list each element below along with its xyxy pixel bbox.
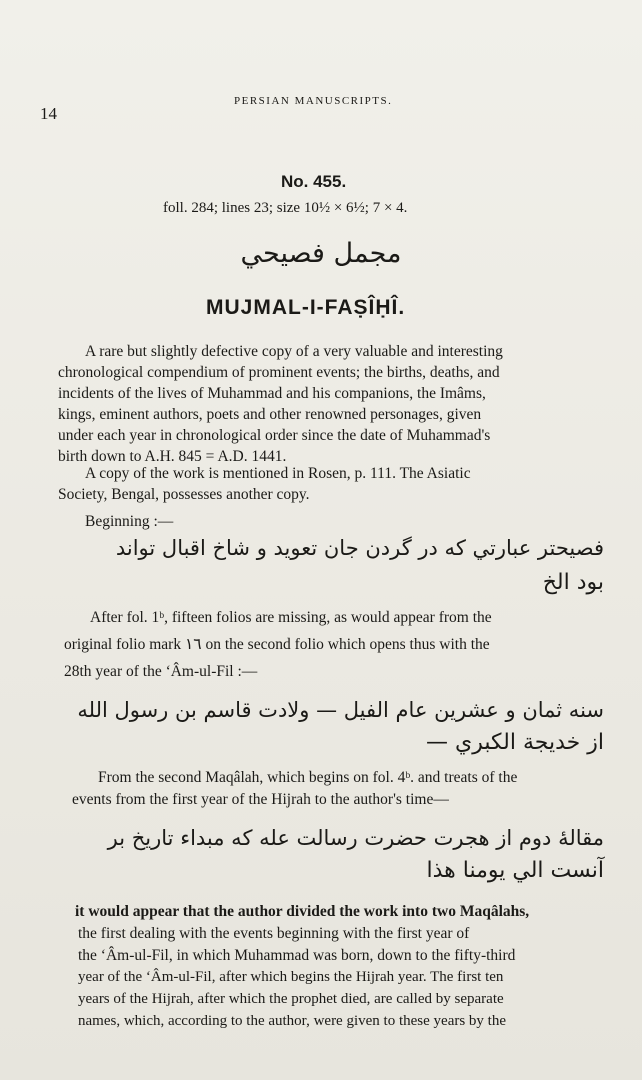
quote2-line-2: از خديجة الكبري — (426, 730, 604, 755)
beginning-label: Beginning :— (85, 513, 174, 530)
quote1-line-2: بود الخ (542, 570, 604, 595)
p1-line-3: incidents of the lives of Muhammad and his companions, the Imâms, (58, 385, 486, 402)
quote1-line-1: فصيحتر عبارتي كه در گردن جان تعويد و شاخ اقبال تواند (115, 536, 604, 560)
p1-line-4: kings, eminent authors, poets and other renowned personages, given (58, 406, 482, 423)
entry-number: No. 455. (281, 172, 347, 191)
p3-line-3: 28th year of the ‘Âm-ul-Fil :— (64, 663, 258, 680)
quote3-line-1: مقالهٔ دوم از هجرت حضرت رسالت عله كه مبداء تاريخ بر (107, 826, 604, 850)
p2-line-1: A copy of the work is mentioned in Rosen, p. 111. The Asiatic (85, 465, 471, 482)
page-number: 14 (40, 104, 57, 123)
persian-title: مجمل فصيحي (240, 238, 402, 269)
p1-line-2: chronological compendium of prominent events; the births, deaths, and (58, 364, 500, 381)
running-head: PERSIAN MANUSCRIPTS. (234, 95, 393, 107)
p2-line-2: Society, Bengal, possesses another copy. (58, 486, 310, 503)
p1-line-6: birth down to A.H. 845 = A.D. 1441. (58, 448, 287, 465)
quote2-line-1: سنه ثمان و عشرين عام الفيل — ولادت قاسم بن رسول الله (77, 698, 604, 722)
p3-line-1: After fol. 1ᵇ, fifteen folios are missing, as would appear from the (90, 609, 492, 626)
p4-line-2: events from the first year of the Hijrah to the author's time— (72, 791, 449, 808)
p3-line-2: original folio mark ١٦ on the second folio which opens thus with the (64, 636, 490, 653)
p5-line-2: the first dealing with the events beginning with the first year of (78, 925, 470, 942)
quote3-line-2: آنست الي يومنا هذا (426, 858, 604, 883)
p1-line-5: under each year in chronological order since the date of Muhammad's (58, 427, 491, 444)
p5-line-3: the ‘Âm-ul-Fil, in which Muhammad was born, down to the fifty-third (78, 947, 516, 964)
p5-line-5: years of the Hijrah, after which the prophet died, are called by separate (78, 991, 504, 1007)
p5-line-1: it would appear that the author divided the work into two Maqâlahs, (75, 903, 530, 920)
collation-line: foll. 284; lines 23; size 10½ × 6½; 7 × 4. (163, 200, 408, 216)
latin-title: MUJMAL-I-FAṢÎḤÎ. (206, 296, 406, 319)
p5-line-4: year of the ‘Âm-ul-Fil, after which begins the Hijrah year. The first ten (78, 969, 504, 985)
p4-line-1: From the second Maqâlah, which begins on fol. 4ᵇ. and treats of the (98, 769, 518, 786)
p5-line-6: names, which, according to the author, were given to these years by the (78, 1013, 507, 1029)
p1-line-1: A rare but slightly defective copy of a very valuable and interesting (85, 343, 503, 360)
